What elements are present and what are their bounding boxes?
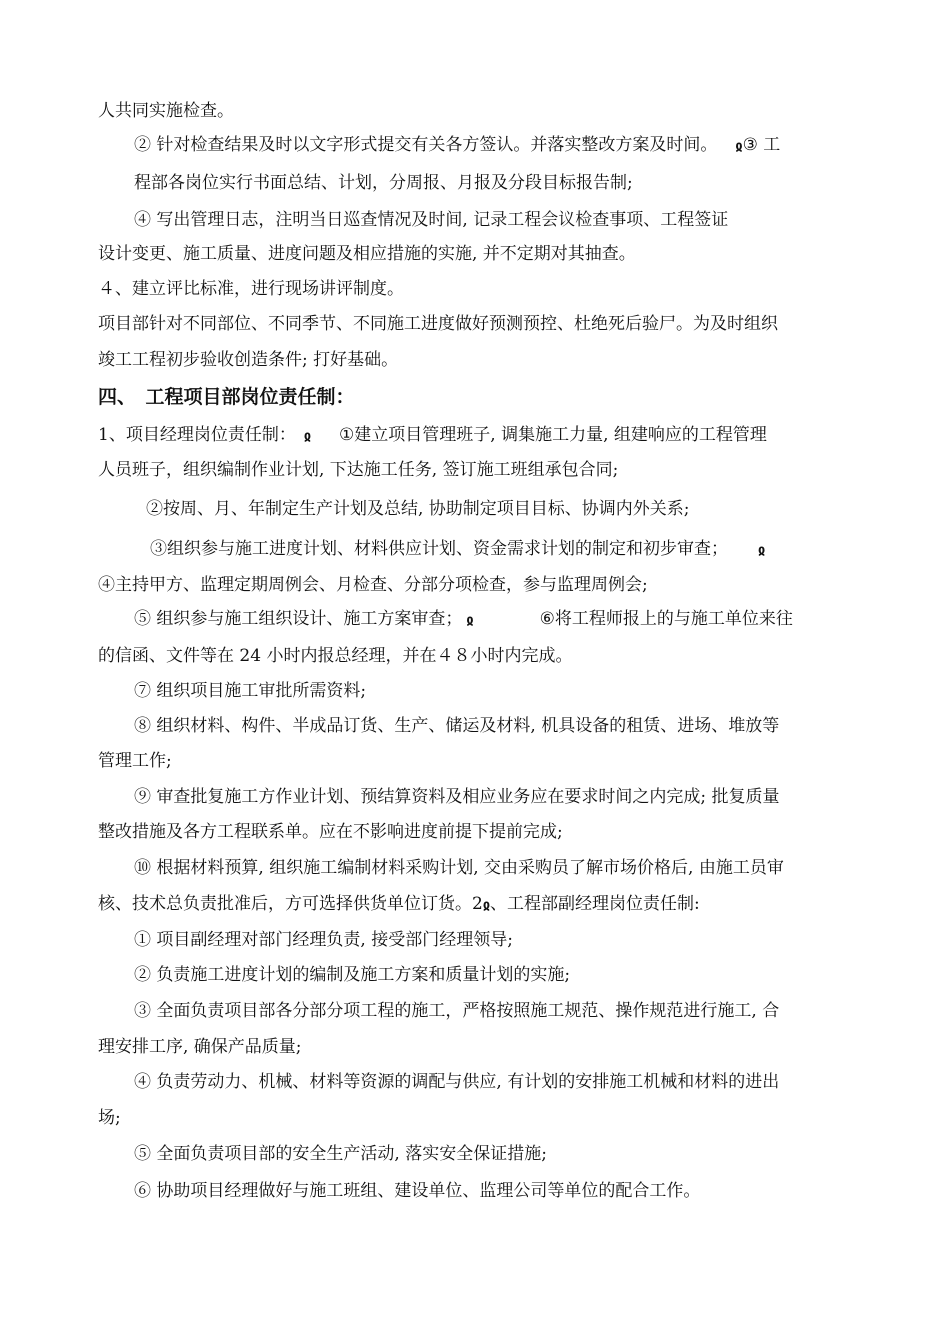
text-line: 项目部针对不同部位、不同季节、不同施工进度做好预测预控、杜绝死后验尸。为及时组织 (98, 314, 778, 334)
text-line: ⑤ 全面负责项目部的安全生产活动, 落实安全保证措施; (134, 1144, 547, 1164)
text-line: ⑩ 根据材料预算, 组织施工编制材料采购计划, 交由采购员了解市场价格后, 由施工员审 (134, 858, 784, 878)
text-line: ② 负责施工进度计划的编制及施工方案和质量计划的实施; (134, 965, 571, 985)
text-line: 场; (98, 1108, 121, 1128)
text-line: ④ 负责劳动力、机械、材料等资源的调配与供应, 有计划的安排施工机械和材料的进出 (134, 1072, 780, 1092)
stray-glyph: ჲ (482, 898, 491, 913)
text-line: ⑨ 审查批复施工方作业计划、预结算资料及相应业务应在要求时间之内完成; 批复质量 (134, 787, 780, 807)
text-line: ③ 全面负责项目部各分部分项工程的施工，严格按照施工规范、操作规范进行施工, 合 (134, 1001, 780, 1021)
text-line: ４、建立评比标准，进行现场讲评制度。 (98, 279, 404, 299)
stray-glyph: ჲ (303, 429, 312, 444)
text-line: ②按周、月、年制定生产计划及总结, 协助制定项目目标、协调内外关系; (146, 499, 690, 519)
text-line: 竣工工程初步验收创造条件; 打好基础。 (98, 350, 399, 370)
stray-glyph: ჲ (735, 139, 743, 154)
text-line: ⑦ 组织项目施工审批所需资料; (134, 681, 367, 701)
text-line: ④主持甲方、监理定期周例会、月检查、分部分项检查，参与监理周例会; (98, 575, 648, 595)
text-line: ⑤ 组织参与施工组织设计、施工方案审查； ჲ ⑥将工程师报上的与施工单位来往 (134, 609, 793, 629)
text-line: 理安排工序, 确保产品质量; (98, 1037, 302, 1057)
text-line: ① 项目副经理对部门经理负责, 接受部门经理领导; (134, 930, 513, 950)
section-heading: 四、 工程项目部岗位责任制： (98, 386, 355, 408)
text-line: 核、技术总负责批准后，方可选择供货单位订货。2ჲ、工程部副经理岗位责任制: (98, 894, 700, 914)
stray-glyph: ჲ (466, 613, 474, 628)
text-line: ⑧ 组织材料、构件、半成品订货、生产、储运及材料, 机具设备的租赁、进场、堆放等 (134, 716, 780, 736)
text-line: ④ 写出管理日志，注明当日巡查情况及时间, 记录工程会议检查事项、工程签证 (134, 210, 729, 230)
stray-glyph: ჲ (758, 543, 766, 558)
text-line: ⑥ 协助项目经理做好与施工班组、建设单位、监理公司等单位的配合工作。 (134, 1181, 701, 1201)
text-line: 的信函、文件等在 24 小时内报总经理，并在４８小时内完成。 (98, 646, 573, 666)
text-line: 人共同实施检查。 (98, 101, 234, 121)
text-line: 1、项目经理岗位责任制： ჲ ①建立项目管理班子, 调集施工力量, 组建响应的工程管理 (98, 425, 767, 445)
text-line: 程部各岗位实行书面总结、计划，分周报、月报及分段目标报告制; (134, 173, 633, 193)
text-line: 设计变更、施工质量、进度问题及相应措施的实施, 并不定期对其抽查。 (98, 244, 636, 264)
text-line: 管理工作; (98, 751, 172, 771)
text-line: 整改措施及各方工程联系单。应在不影响进度前提下提前完成; (98, 822, 563, 842)
text-line: ③组织参与施工进度计划、材料供应计划、资金需求计划的制定和初步审查； ჲ (150, 539, 766, 559)
text-line: ② 针对检查结果及时以文字形式提交有关各方签认。并落实整改方案及时间。 ჲ③ 工 (134, 135, 781, 155)
text-line: 人员班子，组织编制作业计划, 下达施工任务, 签订施工班组承包合同; (98, 460, 619, 480)
